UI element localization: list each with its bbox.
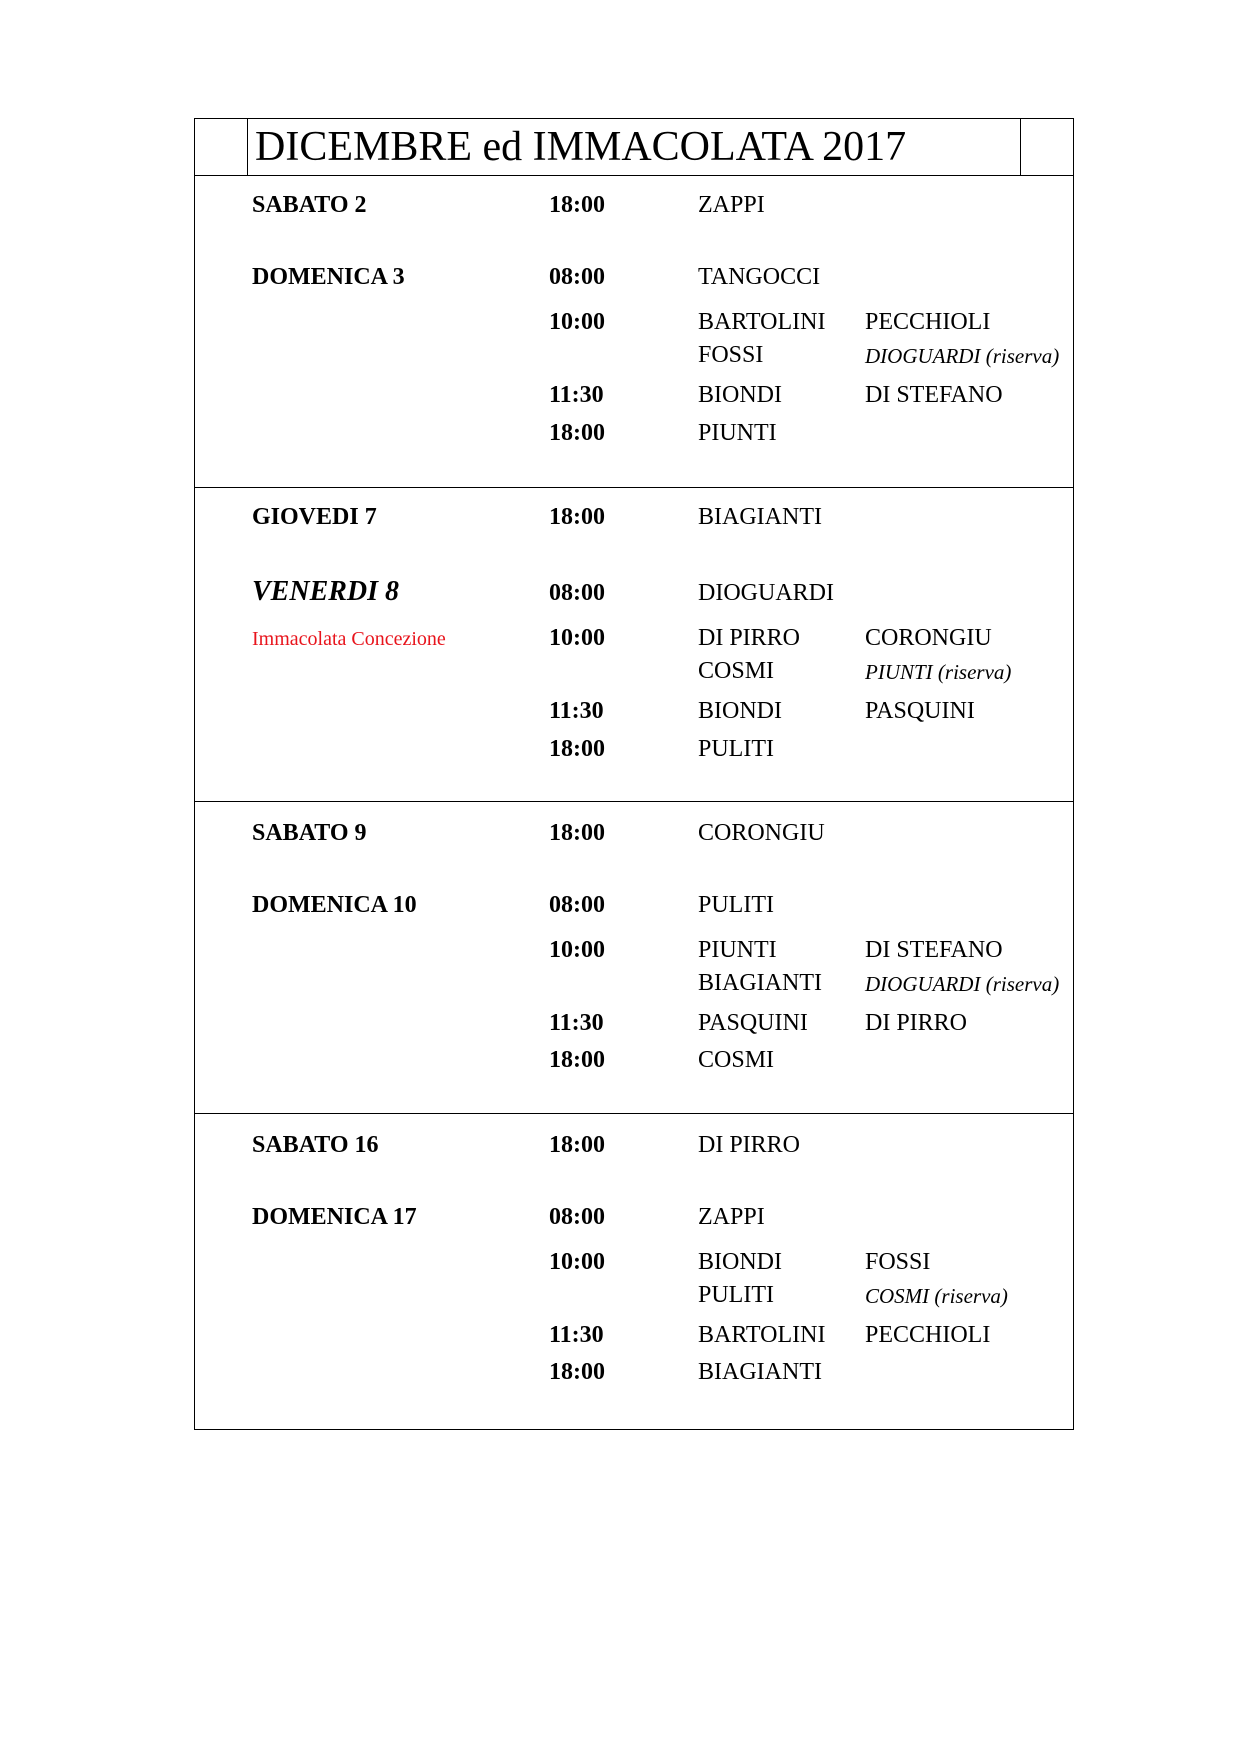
mass-time: 18:00 [549, 1132, 605, 1158]
reader-name: BIONDI [698, 382, 782, 408]
reader-name: PULITI [698, 1282, 774, 1308]
mass-time: 11:30 [549, 382, 604, 408]
day-label: DOMENICA 10 [252, 892, 417, 918]
day-label: DOMENICA 17 [252, 1204, 417, 1230]
day-label: DOMENICA 3 [252, 264, 405, 290]
reader-name: PECCHIOLI [865, 1322, 991, 1348]
mass-time: 18:00 [549, 736, 605, 762]
schedule-section-dec-2-3 [195, 176, 1073, 488]
reader-name: BIAGIANTI [698, 504, 822, 530]
reader-name: DI PIRRO [698, 625, 801, 651]
reader-name: BIAGIANTI [698, 970, 822, 996]
reader-name: BIAGIANTI [698, 1359, 822, 1385]
reader-name: BARTOLINI [698, 1322, 826, 1348]
title-right-cell [1020, 119, 1073, 175]
reserve-reader: DIOGUARDI (riserva) [865, 972, 1060, 996]
feast-label: Immacolata Concezione [252, 628, 446, 650]
mass-time: 18:00 [549, 1359, 605, 1385]
mass-time: 10:00 [549, 309, 605, 335]
reader-name: PULITI [698, 736, 774, 762]
reader-name: PIUNTI [698, 420, 777, 446]
reader-name: FOSSI [865, 1249, 931, 1275]
mass-time: 08:00 [549, 1204, 605, 1230]
reader-name: PASQUINI [865, 698, 975, 724]
reader-name: FOSSI [698, 342, 764, 368]
reader-name: ZAPPI [698, 1204, 765, 1230]
reader-name: COSMI [698, 658, 775, 684]
reader-name: PULITI [698, 892, 774, 918]
day-label: SABATO 2 [252, 192, 367, 218]
page-title: DICEMBRE ed IMMACOLATA 2017 [255, 124, 907, 170]
schedule-section-dec-16-17 [195, 1114, 1073, 1429]
reader-name: DI STEFANO [865, 382, 1003, 408]
mass-time: 11:30 [549, 1322, 604, 1348]
schedule-section-dec-7-8 [195, 488, 1073, 802]
day-label: GIOVEDI 7 [252, 504, 377, 530]
mass-time: 10:00 [549, 1249, 605, 1275]
reader-name: DI STEFANO [865, 937, 1003, 963]
schedule-table [194, 118, 1074, 1430]
reader-name: PECCHIOLI [865, 309, 991, 335]
reader-name: DI PIRRO [865, 1010, 968, 1036]
reserve-reader: PIUNTI (riserva) [865, 660, 1012, 684]
reader-name: DI PIRRO [698, 1132, 801, 1158]
mass-time: 08:00 [549, 580, 605, 606]
reader-name: COSMI [698, 1047, 775, 1073]
reader-name: CORONGIU [698, 820, 825, 846]
mass-time: 18:00 [549, 504, 605, 530]
reader-name: BARTOLINI [698, 309, 826, 335]
mass-time: 18:00 [549, 192, 605, 218]
mass-time: 11:30 [549, 1010, 604, 1036]
reader-name: TANGOCCI [698, 264, 821, 290]
reader-name: CORONGIU [865, 625, 992, 651]
mass-time: 11:30 [549, 698, 604, 724]
reader-name: PASQUINI [698, 1010, 808, 1036]
mass-time: 10:00 [549, 625, 605, 651]
title-left-cell [195, 119, 248, 175]
mass-time: 08:00 [549, 892, 605, 918]
reader-name: BIONDI [698, 698, 782, 724]
reserve-reader: DIOGUARDI (riserva) [865, 344, 1060, 368]
day-label: SABATO 9 [252, 820, 367, 846]
title-row [195, 119, 1073, 176]
mass-time: 08:00 [549, 264, 605, 290]
mass-time: 18:00 [549, 1047, 605, 1073]
reader-name: PIUNTI [698, 937, 777, 963]
reserve-reader: COSMI (riserva) [865, 1284, 1008, 1308]
reader-name: ZAPPI [698, 192, 765, 218]
reader-name: BIONDI [698, 1249, 782, 1275]
day-label: SABATO 16 [252, 1132, 379, 1158]
day-label: VENERDI 8 [252, 576, 400, 607]
mass-time: 18:00 [549, 420, 605, 446]
reader-name: DIOGUARDI [698, 580, 834, 606]
mass-time: 18:00 [549, 820, 605, 846]
schedule-section-dec-9-10 [195, 802, 1073, 1114]
mass-time: 10:00 [549, 937, 605, 963]
